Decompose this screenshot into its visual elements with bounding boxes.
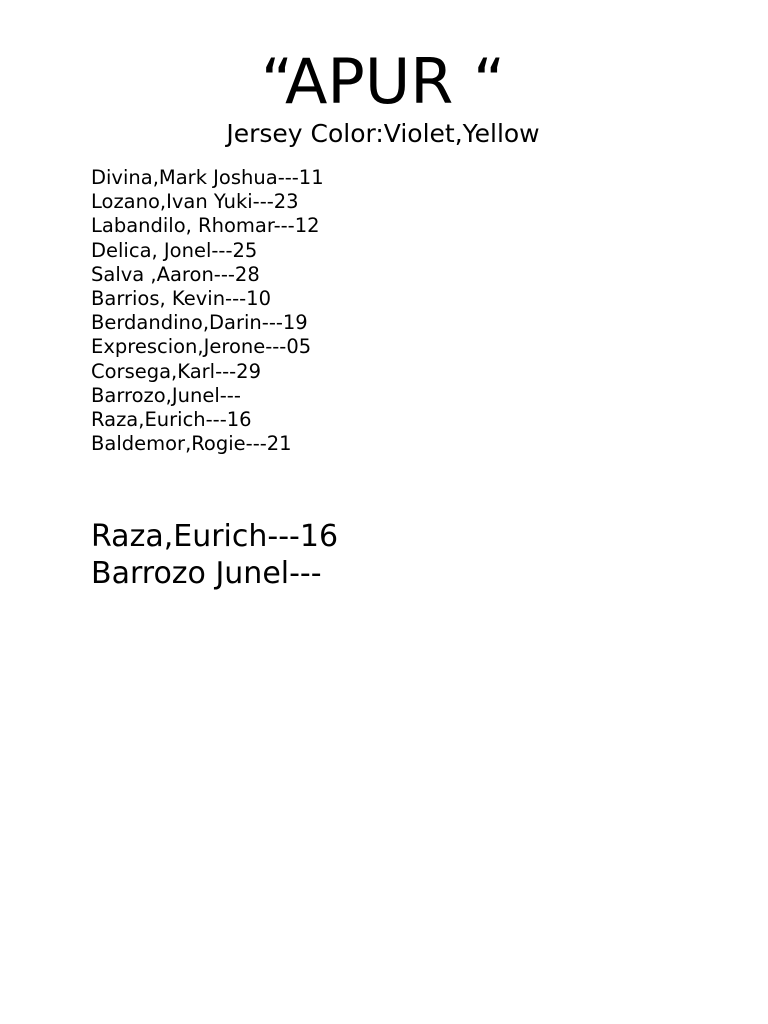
highlighted-players — [91, 518, 338, 592]
roster-entry: Berdandino,Darin---19 — [91, 311, 308, 335]
roster-entry: Barrozo,Junel--- — [91, 383, 241, 407]
highlighted-entry: Barrozo Junel--- — [91, 556, 322, 591]
roster-entry: Delica, Jonel---25 — [91, 238, 258, 262]
team-title: “APUR “ — [260, 45, 506, 118]
roster-entry: Barrios, Kevin---10 — [91, 287, 271, 311]
roster-entry: Exprescion,Jerone---05 — [91, 335, 312, 359]
roster-entry: Divina,Mark Joshua---11 — [91, 166, 324, 189]
jersey-color-line: Jersey Color:Violet,Yellow — [226, 119, 540, 148]
player-roster — [91, 166, 324, 456]
highlighted-entry: Raza,Eurich---16 — [91, 519, 339, 554]
roster-entry: Corsega,Karl---29 — [91, 359, 261, 383]
roster-entry: Raza,Eurich---16 — [91, 408, 252, 432]
roster-entry: Labandilo, Rhomar---12 — [91, 214, 320, 238]
roster-entry: Lozano,Ivan Yuki---23 — [91, 190, 299, 214]
roster-entry: Baldemor,Rogie---21 — [91, 432, 292, 456]
roster-entry: Salva ,Aaron---28 — [91, 262, 260, 286]
